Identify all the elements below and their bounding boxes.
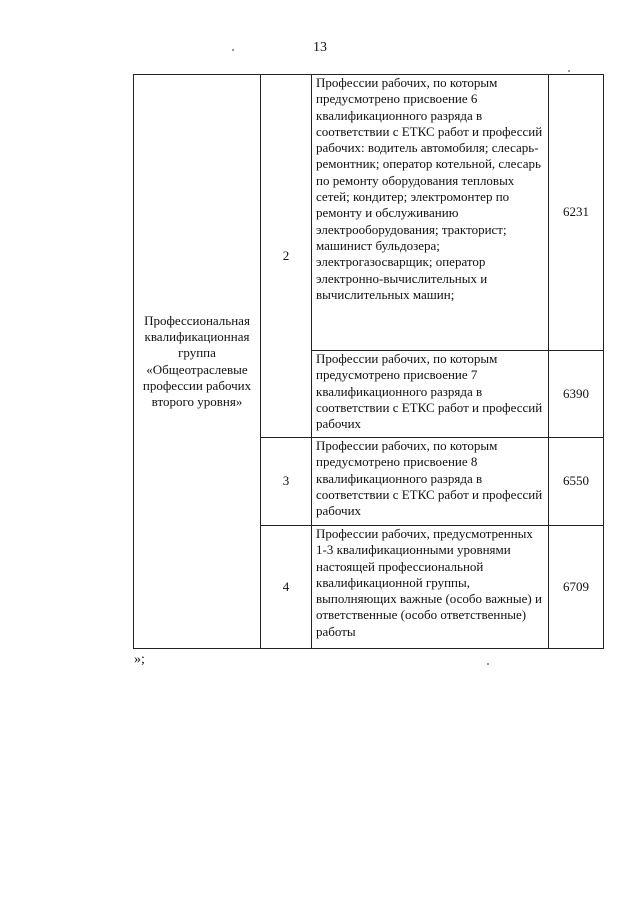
table-row bbox=[134, 75, 604, 351]
professions-cell bbox=[312, 351, 549, 438]
closing-quote-mark: »; bbox=[134, 652, 145, 667]
qualification-group-label: Профессиональная квалификационная группа «Общеотраслевые профессии рабочих второго уровня» bbox=[142, 312, 252, 410]
professions-text: Профессии рабочих, по которым предусмотрено присвоение 7 квалификационного разряда в соответствии с ЕТКС работ и профессий рабочих bbox=[316, 351, 543, 432]
qualification-group-cell bbox=[134, 75, 261, 649]
professions-text: Профессии рабочих, по которым предусмотрено присвоение 6 квалификационного разряда в соответствии с ЕТКС работ и профессий рабочих: водитель автомобиля; слесарь-ремонтник; оператор котельной, слесарь по ремонту оборудования тепловых сетей; кондитер; электромонтер по ремонту и обслуживанию электрооборудования; тракторист; машинист бульдозера; электрогазосварщик; оператор электронно-вычислительных и вычислительных машин; bbox=[316, 75, 543, 302]
professions-cell bbox=[312, 75, 549, 351]
salary-cell bbox=[549, 351, 604, 438]
salary-cell bbox=[549, 75, 604, 351]
page-number: 13 bbox=[313, 40, 327, 55]
salary-value: 6709 bbox=[563, 578, 589, 594]
salary-value: 6231 bbox=[563, 204, 589, 220]
scan-speck bbox=[487, 663, 489, 665]
salary-table bbox=[133, 74, 604, 649]
salary-cell bbox=[549, 438, 604, 526]
scan-speck bbox=[232, 49, 234, 51]
professions-text: Профессии рабочих, предусмотренных 1-3 квалификационными уровнями настоящей профессиональной квалификационной группы, выполняющих важные (особо важные) и ответственные (особо ответственные) работы bbox=[316, 526, 542, 639]
scan-speck bbox=[568, 70, 570, 72]
salary-value: 6390 bbox=[563, 385, 589, 401]
level-number: 4 bbox=[282, 578, 290, 594]
professions-cell bbox=[312, 526, 549, 649]
professions-text: Профессии рабочих, по которым предусмотрено присвоение 8 квалификационного разряда в соответствии с ЕТКС работ и профессий рабочих bbox=[316, 438, 543, 519]
level-number: 3 bbox=[282, 473, 290, 489]
level-number: 2 bbox=[282, 247, 290, 263]
level-cell bbox=[261, 75, 312, 438]
professions-cell bbox=[312, 438, 549, 526]
salary-cell bbox=[549, 526, 604, 649]
level-cell bbox=[261, 526, 312, 649]
salary-value: 6550 bbox=[563, 473, 589, 489]
level-cell bbox=[261, 438, 312, 526]
